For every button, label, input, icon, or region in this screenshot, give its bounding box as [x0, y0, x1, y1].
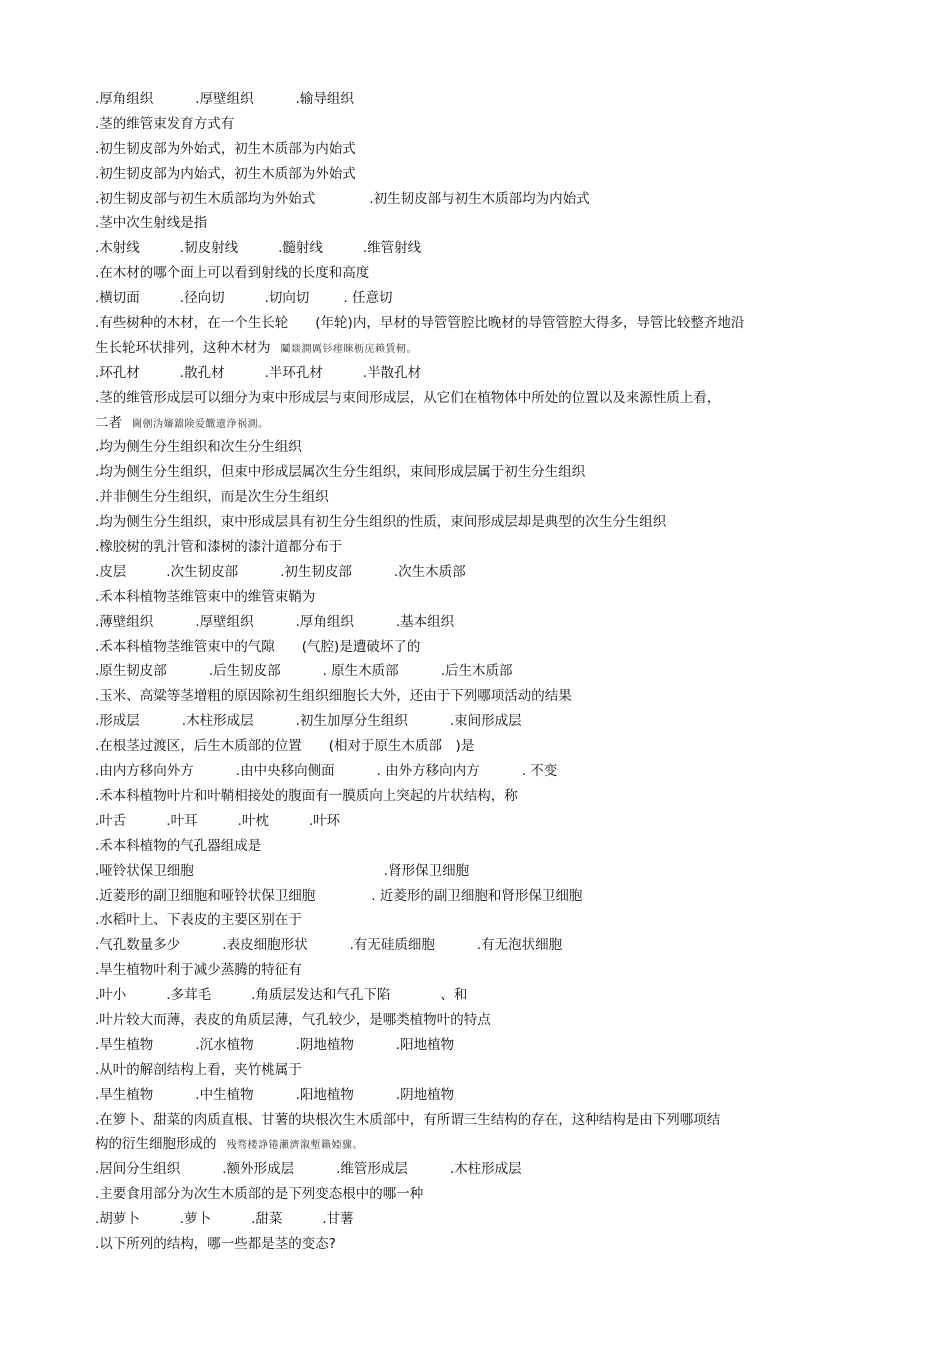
- answer-option: .有无硅质细胞: [349, 937, 435, 954]
- answer-option: .叶环: [308, 812, 341, 829]
- question-text-line: .有些树种的木材，在一个生长轮 (年轮)内，早材的导管管腔比晚材的导管管腔大得多，导管比较整齐地沿: [95, 315, 745, 332]
- question-text-line: .在箩卜、甜菜的肉质直根、甘薯的块根次生木质部中，有所谓三生结构的存在，这种结构是由下列哪项结: [95, 1111, 721, 1128]
- question-text-line: .叶片较大而薄，表皮的角质层薄，气孔较少，是哪类植物叶的特点: [95, 1011, 491, 1028]
- question-text-line: .茎中次生射线是指: [95, 215, 208, 232]
- answer-options-line: [95, 187, 830, 212]
- answer-option: .维管形成层: [336, 1161, 408, 1178]
- watermark-text: 鬮燚澗厲钐瘗睞枥庑赖賃軔。: [280, 343, 417, 355]
- question-text-line: .禾本科植物叶片和叶鞘相接处的腹面有一膜质向上突起的片状结构，称: [95, 787, 518, 804]
- answer-option: .切向切: [264, 290, 310, 307]
- answer-options-line: [95, 709, 830, 734]
- question-text-line: .从叶的解剖结构上看，夹竹桃属于: [95, 1061, 302, 1078]
- answer-option: . 任意切: [343, 290, 393, 307]
- question-text-line: .均为侧生分生组织和次生分生组织: [95, 439, 302, 456]
- answer-option: .髓射线: [278, 240, 323, 257]
- answer-option: . 近菱形的副卫细胞和肾形保卫细胞: [371, 887, 583, 904]
- answer-option: .甜菜: [251, 1211, 283, 1228]
- answer-options-line: [95, 361, 830, 386]
- watermark-text: 閫劊沩嬸鐺険爱饊遺浄祸測。: [132, 418, 269, 430]
- answer-option: .叶小: [95, 987, 127, 1004]
- answer-option: .厚壁组织: [195, 613, 254, 630]
- answer-option: .旱生植物: [95, 1036, 154, 1053]
- answer-options-line: [95, 983, 830, 1008]
- answer-option: .厚角组织: [95, 91, 154, 107]
- answer-option: .初生韧皮部: [280, 563, 352, 580]
- answer-options-line: [95, 933, 830, 958]
- answer-options-line: [95, 1033, 830, 1058]
- question-text-line: .玉米、高粱等茎增粗的原因除初生组织细胞长大外，还由于下列哪项活动的结果: [95, 688, 572, 705]
- answer-option: .由中央移向侧面: [235, 763, 335, 780]
- answer-options-line: [95, 610, 830, 635]
- answer-option: .半散孔材: [362, 364, 422, 381]
- answer-option: .旱生植物: [95, 1086, 154, 1103]
- answer-option: .环孔材: [95, 364, 140, 381]
- question-text-line: .禾本科植物的气孔器组成是: [95, 837, 262, 854]
- question-text-line: .均为侧生分生组织，但束中形成层属次生分生组织，束间形成层属于初生分生组织: [95, 464, 586, 481]
- answer-option: .由内方移向外方: [95, 763, 194, 780]
- answer-option: .萝卜: [179, 1211, 212, 1228]
- question-text-line: .初生韧皮部为内始式，初生木质部为外始式: [95, 165, 356, 182]
- answer-options-line: [95, 1207, 830, 1232]
- answer-option: .木射线: [95, 240, 140, 257]
- answer-option: .叶枕: [237, 812, 269, 829]
- answer-option: .胡萝卜: [95, 1211, 140, 1228]
- answer-options-line: [95, 560, 830, 585]
- answer-option: .初生加厚分生组织: [295, 713, 408, 730]
- line-text: 生长轮环状排列，这种木材为: [95, 339, 271, 356]
- answer-option: . 原生木质部: [322, 663, 399, 680]
- answer-option: .后生木质部: [440, 663, 513, 680]
- answer-option: .阴地植物: [395, 1086, 455, 1103]
- question-text-line: .水稻叶上、下表皮的主要区别在于: [95, 912, 302, 929]
- question-text-line: .禾本科植物茎维管束中的气隙 (气腔)是遭破坏了的: [95, 638, 421, 655]
- answer-option: .肾形保卫细胞: [383, 862, 470, 879]
- question-text-line: .在根茎过渡区，后生木质部的位置 (相对于原生木质部 )是: [95, 738, 475, 755]
- answer-option: .近菱形的副卫细胞和哑铃状保卫细胞: [95, 887, 316, 904]
- answer-option: .韧皮射线: [179, 240, 239, 257]
- answer-option: .输导组织: [295, 91, 354, 107]
- question-text-line: .在木材的哪个面上可以看到射线的长度和高度: [95, 265, 370, 282]
- answer-options-line: [95, 884, 830, 909]
- answer-option: .散孔材: [179, 364, 225, 381]
- question-text-line: [95, 411, 830, 436]
- answer-options-line: [95, 759, 830, 784]
- answer-option: .束间形成层: [449, 713, 522, 730]
- answer-option: .阳地植物: [395, 1036, 455, 1053]
- answer-option: .初生韧皮部与初生木质部均为外始式: [95, 190, 316, 207]
- question-text-line: [95, 336, 830, 361]
- answer-option: .次生韧皮部: [166, 563, 239, 580]
- answer-option: .叶舌: [95, 812, 127, 829]
- answer-option: .半环孔材: [264, 364, 323, 381]
- answer-options-line: [95, 1157, 830, 1182]
- answer-options-line: [95, 87, 830, 112]
- answer-option: .次生木质部: [393, 563, 466, 580]
- answer-option: .形成层: [95, 713, 140, 730]
- answer-option: .木柱形成层: [181, 713, 254, 730]
- answer-option: .维管射线: [362, 240, 422, 257]
- question-text-line: [95, 1132, 830, 1157]
- answer-option: .厚角组织: [295, 613, 354, 630]
- line-text: 二者: [95, 414, 122, 431]
- answer-option: .额外形成层: [222, 1161, 295, 1178]
- question-text-line: .茎的维管形成层可以细分为束中形成层与束间形成层，从它们在植物体中所处的位置以及来源性质上看，: [95, 389, 721, 406]
- answer-option: .表皮细胞形状: [222, 937, 308, 954]
- answer-options-line: [95, 859, 830, 884]
- answer-option: .居间分生组织: [95, 1161, 181, 1178]
- answer-option: .径向切: [179, 290, 225, 307]
- answer-option: .阳地植物: [295, 1086, 354, 1103]
- answer-option: .哑铃状保卫细胞: [95, 862, 194, 879]
- answer-options-line: [95, 286, 830, 311]
- answer-option: . 不变: [521, 763, 558, 780]
- answer-option: .气孔数量多少: [95, 937, 181, 954]
- answer-option: .中生植物: [195, 1086, 254, 1103]
- watermark-text: 残骛楼諍锩瀨濟溆塹籟婭骤。: [226, 1140, 363, 1152]
- answer-options-line: [95, 1083, 830, 1108]
- answer-option: .阴地植物: [295, 1036, 354, 1053]
- answer-options-line: [95, 236, 830, 261]
- line-text: 构的衍生细胞形成的: [95, 1136, 217, 1153]
- question-text-line: .禾本科植物茎维管束中的维管束鞘为: [95, 588, 316, 605]
- answer-option: .后生韧皮部: [208, 663, 281, 680]
- answer-option: . 由外方移向内方: [376, 763, 480, 780]
- answer-option: .多茸毛: [166, 987, 212, 1004]
- answer-option: .有无泡状细胞: [476, 937, 563, 954]
- answer-option: .甘薯: [322, 1211, 354, 1228]
- answer-option: .厚壁组织: [195, 91, 254, 107]
- question-text-line: .主要食用部分为次生木质部的是下列变态根中的哪一种: [95, 1186, 424, 1203]
- question-text-line: .以下所列的结构，哪一些都是茎的变态?: [95, 1235, 336, 1252]
- question-text-line: .均为侧生分生组织，束中形成层具有初生分生组织的性质，束间形成层却是典型的次生分生组织: [95, 514, 667, 531]
- answer-option: .基本组织: [395, 613, 455, 630]
- answer-options-line: [95, 659, 830, 684]
- answer-option: .木柱形成层: [449, 1161, 522, 1178]
- answer-option: .角质层发达和气孔下陷: [251, 987, 391, 1004]
- answer-option: .初生韧皮部与初生木质部均为内始式: [369, 190, 590, 207]
- question-text-line: .橡胶树的乳汁管和漆树的漆汁道都分布于: [95, 539, 343, 556]
- answer-option: .沉水植物: [195, 1036, 254, 1053]
- question-text-line: .茎的维管束发育方式有: [95, 115, 235, 132]
- answer-option: .薄壁组织: [95, 613, 154, 630]
- answer-option: .横切面: [95, 290, 140, 307]
- answer-option: .叶耳: [166, 812, 198, 829]
- question-text-line: .旱生植物叶利于减少蒸腾的特征有: [95, 962, 302, 979]
- question-text-line: .初生韧皮部为外始式，初生木质部为内始式: [95, 140, 356, 157]
- answer-options-line: [95, 809, 830, 834]
- answer-option: .原生韧皮部: [95, 663, 167, 680]
- answer-option: .皮层: [95, 563, 127, 580]
- answer-option: 、和: [440, 987, 468, 1004]
- question-list: [95, 87, 830, 1257]
- question-text-line: .并非侧生分生组织，而是次生分生组织: [95, 489, 329, 506]
